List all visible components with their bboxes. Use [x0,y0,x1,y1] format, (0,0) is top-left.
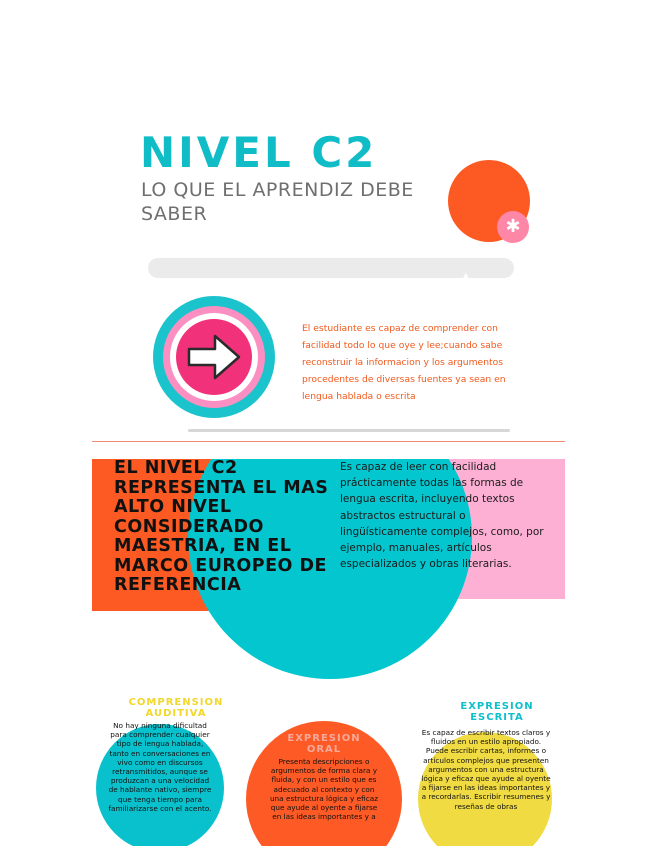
escrita-label: EXPRESION ESCRITA [460,701,534,723]
escrita-text: Es capaz de escribir textos claros y fluidos en un estilo apropiado. Puede escribir cartas, informes o artículos complejos que presenten argumentos con una estructura lógica y eficaz que ayude al oyente a fijarse en las ideas importantes y a recordarlas. Escribir resumenes y reseñas de obras [421,728,551,811]
reading-text: Es capaz de leer con facilidad prácticamente todas las formas de lengua escrita, incluyendo textos abstractos estructural o lingüísticamente complejos, como, por ejemplo, manuales, artículos especializados y obras literarias. [340,461,544,571]
oral-text: Presenta descripciones o argumentos de forma clara y fluida, y con un estilo que es adecuado al contexto y con una estructura lógica y eficaz que ayude al oyente a fijarse en las ideas importantes y a [269,757,379,822]
sparkle-icon: ✱ [497,211,529,243]
divider-bar [148,258,514,278]
section-rule [92,441,565,442]
page-subtitle: LO QUE EL APRENDIZ DEBE SABER [141,179,414,225]
small-arrow-icon: ▲ [462,271,470,282]
arrow-right-icon [185,332,243,382]
info-collage [92,459,565,846]
divider-line [188,429,510,432]
auditiva-text: No hay ninguna dificultad para comprender cualquier tipo de lengua hablada, tanto en conversaciones en vivo como en discursos retransmitidos, aunque se produzcan a una velocidad de hablante nativo, siempre que tenga tiempo para familiarizarse con el acento. [108,721,212,813]
intro-text: El estudiante es capaz de comprender con facilidad todo lo que oye y lee;cuando sabe reconstruir la informacion y los argumentos procedentes de diversas fuentes ya sean en lengua hablada o escrita [302,323,506,402]
page-title: NIVEL C2 [140,128,378,177]
main-heading: EL NIVEL C2 REPRESENTA EL MAS ALTO NIVEL CONSIDERADO MAESTRIA, EN EL MARCO EUROPEO DE REFERENCIA [114,459,329,595]
auditiva-label: COMPRENSION AUDITIVA [128,697,224,719]
oral-label: EXPRESION ORAL [287,733,361,755]
